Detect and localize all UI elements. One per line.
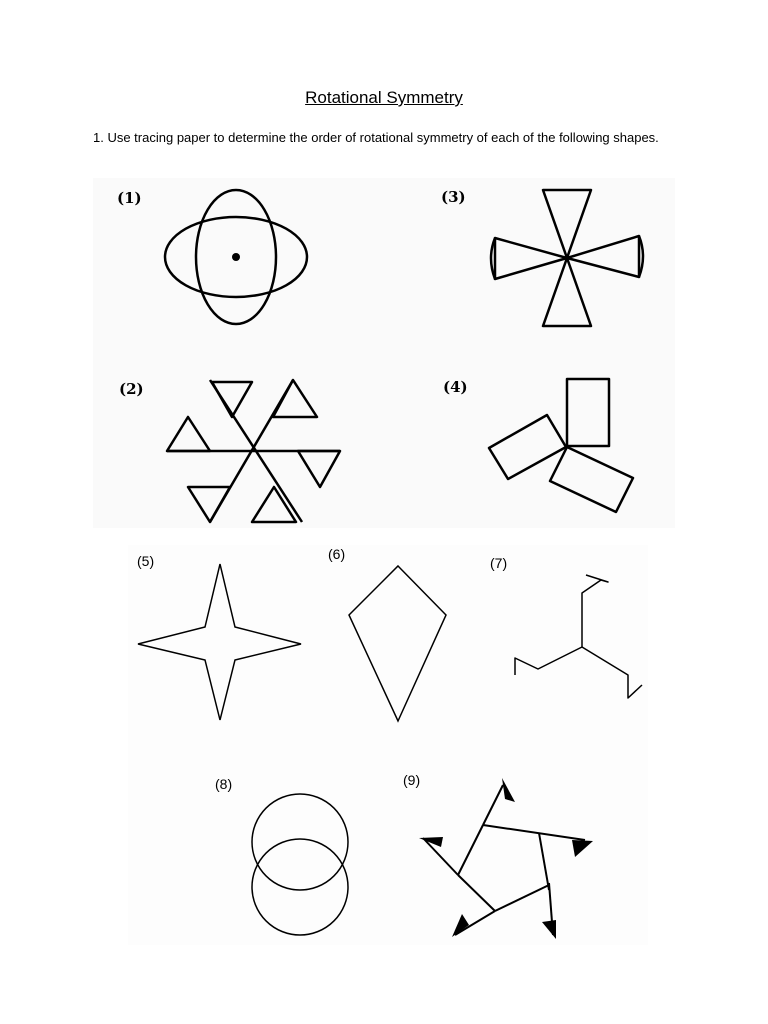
shape-7-zigzag-arms-icon — [505, 565, 650, 705]
worksheet-title: Rotational Symmetry — [305, 88, 463, 107]
shape-6-kite-icon — [345, 562, 450, 727]
shape-3-label: (3) — [441, 188, 466, 206]
shape-9-pentagon-pinwheel-icon — [415, 775, 600, 945]
shape-5-four-point-star-icon — [135, 560, 305, 725]
instruction-text: 1. Use tracing paper to determine the order of rotational symmetry of each of the following shapes. — [93, 130, 659, 145]
shape-4-label: (4) — [443, 378, 468, 396]
shape-2-star-triangles-icon — [160, 375, 350, 530]
shape-2-label: (2) — [119, 380, 144, 398]
shape-5-label: (5) — [137, 553, 155, 569]
shape-3-four-cones-icon — [485, 185, 655, 330]
shape-1-label: (1) — [117, 189, 142, 207]
shape-7-label: (7) — [490, 555, 508, 571]
shape-4-rectangles-pinwheel-icon — [485, 375, 640, 520]
shape-1-crossed-ellipses-icon — [160, 185, 315, 330]
shape-6-label: (6) — [328, 546, 346, 562]
shape-8-label: (8) — [215, 776, 233, 792]
shape-8-overlapping-circles-icon — [248, 795, 353, 940]
shape-9-label: (9) — [403, 772, 421, 788]
